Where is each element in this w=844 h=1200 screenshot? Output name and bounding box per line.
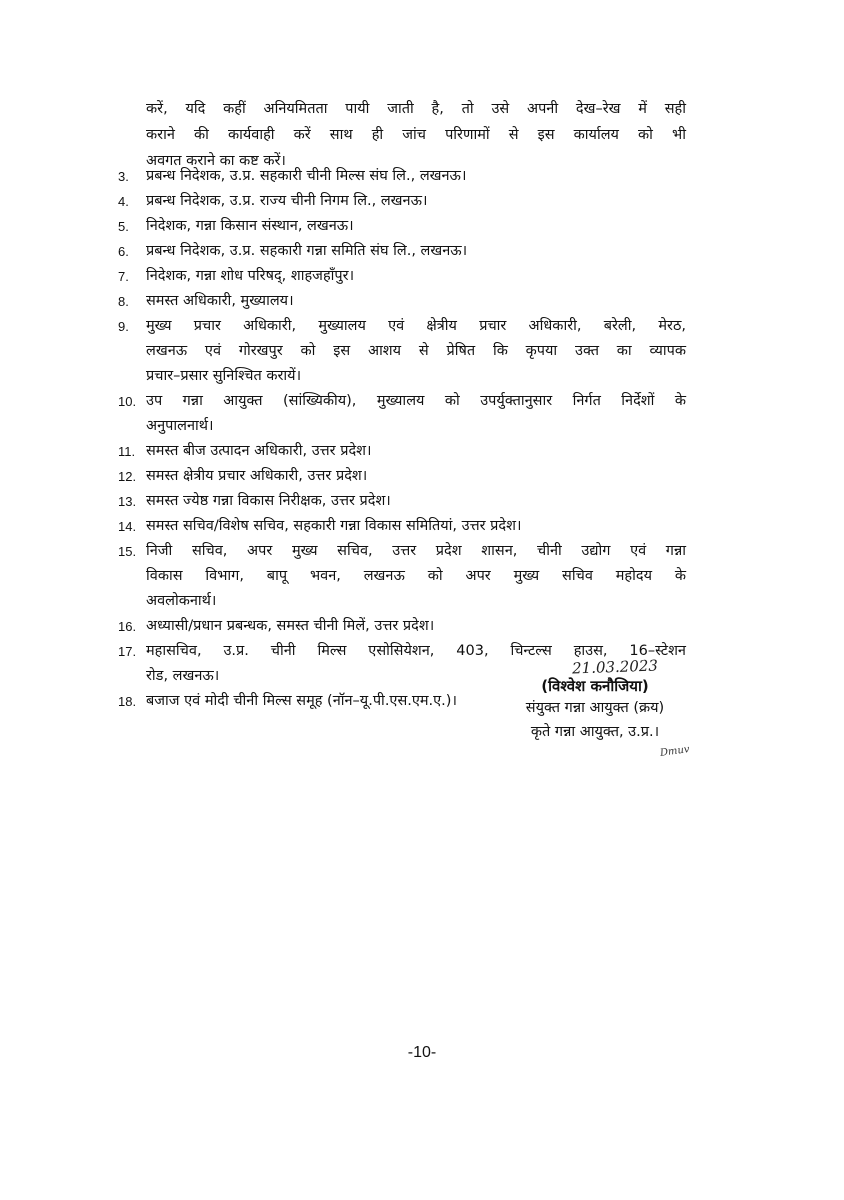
item-number: 12. bbox=[118, 469, 137, 484]
item-line: समस्त क्षेत्रीय प्रचार अधिकारी, उत्तर प्रदेश। bbox=[146, 468, 368, 484]
item-number: 7. bbox=[118, 269, 129, 284]
item-line: निजी सचिव, अपर मुख्य सचिव, उत्तर प्रदेश शासन, चीनी उद्योग एवं गन्ना bbox=[146, 543, 686, 559]
signatory-name: (विश्वेश कनौजिया) bbox=[541, 677, 649, 695]
item-number: 6. bbox=[118, 244, 129, 259]
item-number: 18. bbox=[118, 694, 137, 709]
item-line: अनुपालनार्थ। bbox=[146, 418, 214, 434]
signature-block bbox=[470, 656, 720, 760]
item-number: 8. bbox=[118, 294, 129, 309]
item-line: उप गन्ना आयुक्त (सांख्यिकीय), मुख्यालय को उपर्युक्तानुसार निर्गत निर्देशों के bbox=[146, 393, 686, 409]
item-line: रोड, लखनऊ। bbox=[146, 668, 220, 684]
recipient-item bbox=[118, 264, 686, 289]
item-line: प्रबन्ध निदेशक, उ.प्र. राज्य चीनी निगम लि., लखनऊ। bbox=[146, 193, 428, 209]
recipient-item bbox=[118, 164, 686, 189]
item-text bbox=[146, 464, 686, 489]
item-text bbox=[146, 539, 686, 614]
page-number: -10- bbox=[407, 1044, 437, 1061]
item-text bbox=[146, 164, 686, 189]
recipient-item bbox=[118, 539, 686, 614]
item-text bbox=[146, 264, 686, 289]
item-line: अध्यासी/प्रधान प्रबन्धक, समस्त चीनी मिलें, उत्तर प्रदेश। bbox=[146, 618, 435, 634]
item-text bbox=[146, 289, 686, 314]
item-text bbox=[146, 389, 686, 439]
item-number: 4. bbox=[118, 194, 129, 209]
item-line: महासचिव, उ.प्र. चीनी मिल्स एसोसियेशन, 403, चिन्टल्स हाउस, 16–स्टेशन bbox=[146, 643, 686, 659]
recipient-item bbox=[118, 214, 686, 239]
recipient-item bbox=[118, 464, 686, 489]
item-number: 16. bbox=[118, 619, 137, 634]
item-number: 9. bbox=[118, 319, 129, 334]
recipient-item bbox=[118, 314, 686, 389]
item-number: 5. bbox=[118, 219, 129, 234]
item-text bbox=[146, 214, 686, 239]
item-line: प्रबन्ध निदेशक, उ.प्र. सहकारी चीनी मिल्स संघ लि., लखनऊ। bbox=[146, 168, 467, 184]
recipient-item bbox=[118, 439, 686, 464]
item-line: प्रबन्ध निदेशक, उ.प्र. सहकारी गन्ना समिति संघ लि., लखनऊ। bbox=[146, 243, 468, 259]
item-line: निदेशक, गन्ना किसान संस्थान, लखनऊ। bbox=[146, 218, 354, 234]
item-number: 13. bbox=[118, 494, 137, 509]
item-line: समस्त बीज उत्पादन अधिकारी, उत्तर प्रदेश। bbox=[146, 443, 372, 459]
recipient-item bbox=[118, 289, 686, 314]
recipient-item bbox=[118, 239, 686, 264]
item-text bbox=[146, 314, 686, 389]
recipient-list bbox=[118, 164, 686, 714]
item-number: 11. bbox=[118, 444, 136, 459]
item-line: निदेशक, गन्ना शोध परिषद्, शाहजहाँपुर। bbox=[146, 268, 355, 284]
recipient-item bbox=[118, 489, 686, 514]
intro-line: करें, यदि कहीं अनियमितता पायी जाती है, तो उसे अपनी देख–रेख में सही bbox=[146, 101, 686, 117]
item-line: प्रचार–प्रसार सुनिश्चित करायें। bbox=[146, 368, 302, 384]
recipient-item bbox=[118, 389, 686, 439]
intro-line: कराने की कार्यवाही करें साथ ही जांच परिणामों से इस कार्यालय को भी bbox=[146, 127, 686, 143]
item-text bbox=[146, 439, 686, 464]
item-line: लखनऊ एवं गोरखपुर को इस आशय से प्रेषित कि कृपया उक्त का व्यापक bbox=[146, 343, 686, 359]
item-text bbox=[146, 239, 686, 264]
item-line: समस्त सचिव/विशेष सचिव, सहकारी गन्ना विकास समितियां, उत्तर प्रदेश। bbox=[146, 518, 522, 534]
item-line: समस्त ज्येष्ठ गन्ना विकास निरीक्षक, उत्तर प्रदेश। bbox=[146, 493, 391, 509]
intro-line: अवगत कराने का कष्ट करें। bbox=[146, 153, 286, 169]
item-line: बजाज एवं मोदी चीनी मिल्स समूह (नॉन–यू.पी.एस.एम.ए.)। bbox=[146, 693, 457, 709]
item-number: 10. bbox=[118, 394, 137, 409]
signatory-designation: संयुक्त गन्ना आयुक्त (क्रय) bbox=[525, 700, 665, 716]
recipient-item bbox=[118, 514, 686, 539]
item-number: 3. bbox=[118, 169, 129, 184]
item-number: 15. bbox=[118, 544, 137, 559]
item-line: विकास विभाग, बापू भवन, लखनऊ को अपर मुख्य सचिव महोदय के bbox=[146, 568, 686, 584]
item-text bbox=[146, 514, 686, 539]
item-text bbox=[146, 189, 686, 214]
item-number: 17. bbox=[118, 644, 137, 659]
recipient-item bbox=[118, 189, 686, 214]
recipient-item bbox=[118, 614, 686, 639]
intro-paragraph bbox=[146, 96, 686, 174]
signature-date: 21.03.2023 bbox=[571, 656, 659, 678]
item-text bbox=[146, 614, 686, 639]
signatory-office: कृते गन्ना आयुक्त, उ.प्र.। bbox=[530, 724, 660, 740]
item-line: मुख्य प्रचार अधिकारी, मुख्यालय एवं क्षेत्रीय प्रचार अधिकारी, बरेली, मेरठ, bbox=[146, 318, 686, 334]
item-line: अवलोकनार्थ। bbox=[146, 593, 217, 609]
item-text bbox=[146, 489, 686, 514]
handwritten-initials: Dmuv bbox=[659, 743, 691, 760]
item-number: 14. bbox=[118, 519, 137, 534]
item-line: समस्त अधिकारी, मुख्यालय। bbox=[146, 293, 294, 309]
